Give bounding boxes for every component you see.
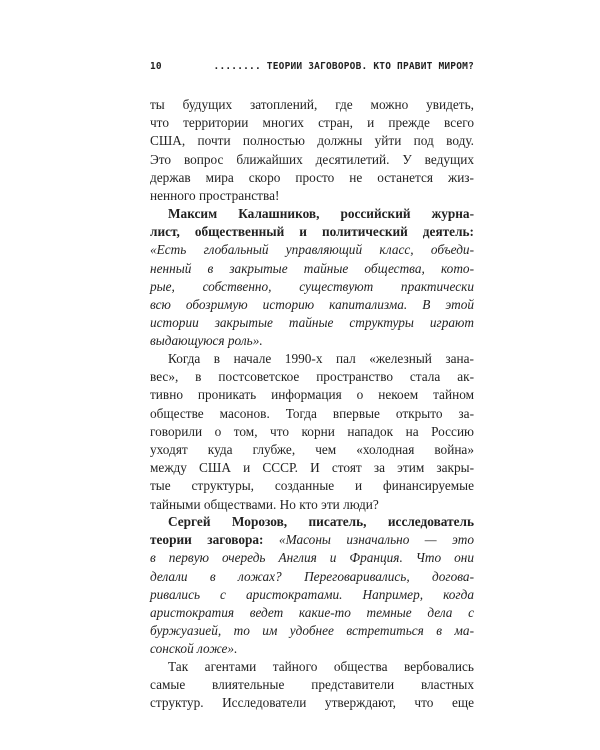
running-title: ........ ТЕОРИИ ЗАГОВОРОВ. КТО ПРАВИТ МИРОМ? — [213, 60, 474, 72]
page-number: 10 — [150, 60, 162, 72]
quote-author-tail: теории заговора: — [150, 532, 264, 548]
quote-line: буржуазией, то им удобнее встретиться в ма- — [150, 623, 474, 639]
text-line: уходят куда глубже, чем «холодная война» — [150, 441, 474, 457]
text-line: тивно проникать информация о некоем тайном — [150, 387, 474, 403]
quote-block-2 — [150, 513, 474, 659]
quote-line: «Масоны изначально — это — [278, 532, 475, 548]
quote-author-mixed-line — [150, 531, 474, 549]
text-line: вес», в постсоветское пространство стала ак- — [150, 369, 474, 385]
quote-line: рые, собственно, существуют практически — [150, 278, 474, 294]
text-line: тайными обществами. Но кто эти люди? — [150, 496, 379, 512]
text-line: ненного пространства! — [150, 187, 280, 203]
text-line: самые влиятельные представители властных — [150, 677, 474, 693]
text-line: держав мира скоро просто не останется жиз- — [150, 169, 474, 185]
text-line: США, почти полностью должны уйти под воду. — [150, 133, 474, 149]
quote-line: всю обозримую историю капитализма. В этой — [150, 296, 474, 312]
quote-line: выдающуюся роль». — [150, 333, 263, 349]
quote-line: аристократия ведет какие-то темные дела с — [150, 604, 474, 620]
quote-block-1 — [150, 205, 474, 351]
quote-author-line: лист, общественный и политический деятель: — [150, 224, 474, 240]
running-header — [150, 58, 474, 74]
quote-line: делали в ложах? Переговаривались, догова- — [150, 568, 474, 584]
paragraph-2 — [150, 350, 474, 514]
quote-line: в первую очередь Англия и Франция. Что они — [150, 550, 474, 566]
paragraph-1 — [150, 96, 474, 205]
quote-author-line: Сергей Морозов, писатель, исследователь — [168, 514, 474, 529]
paragraph-3 — [150, 658, 474, 713]
text-line: что территории многих стран, и прежде всего — [150, 115, 474, 131]
text-line: Когда в начале 1990-х пал «железный зана- — [168, 351, 474, 366]
text-line: структур. Исследователи утверждают, что еще — [150, 695, 474, 711]
quote-line: ненный в закрытые тайные общества, кото- — [150, 260, 474, 276]
text-line: Так агентами тайного общества вербовались — [168, 659, 474, 674]
text-line: говорили о том, что корни нападок на Россию — [150, 423, 474, 439]
quote-author-line: Максим Калашников, российский журна- — [168, 206, 474, 221]
quote-line: сонской ложе». — [150, 641, 238, 657]
text-line: между США и СССР. И стоят за этим закры- — [150, 460, 474, 476]
quote-line: истории закрытые тайные структуры играют — [150, 315, 474, 331]
quote-line: «Есть глобальный управляющий класс, объеди- — [150, 242, 474, 258]
text-line: Это вопрос ближайших десятилетий. У ведущих — [150, 151, 474, 167]
quote-line: ривались с аристократами. Например, когда — [150, 586, 474, 602]
text-line: обществе масонов. Тогда впервые открыто за- — [150, 405, 474, 421]
text-line: тые структуры, созданные и финансируемые — [150, 478, 474, 494]
text-line: ты будущих затоплений, где можно увидеть, — [150, 97, 474, 112]
